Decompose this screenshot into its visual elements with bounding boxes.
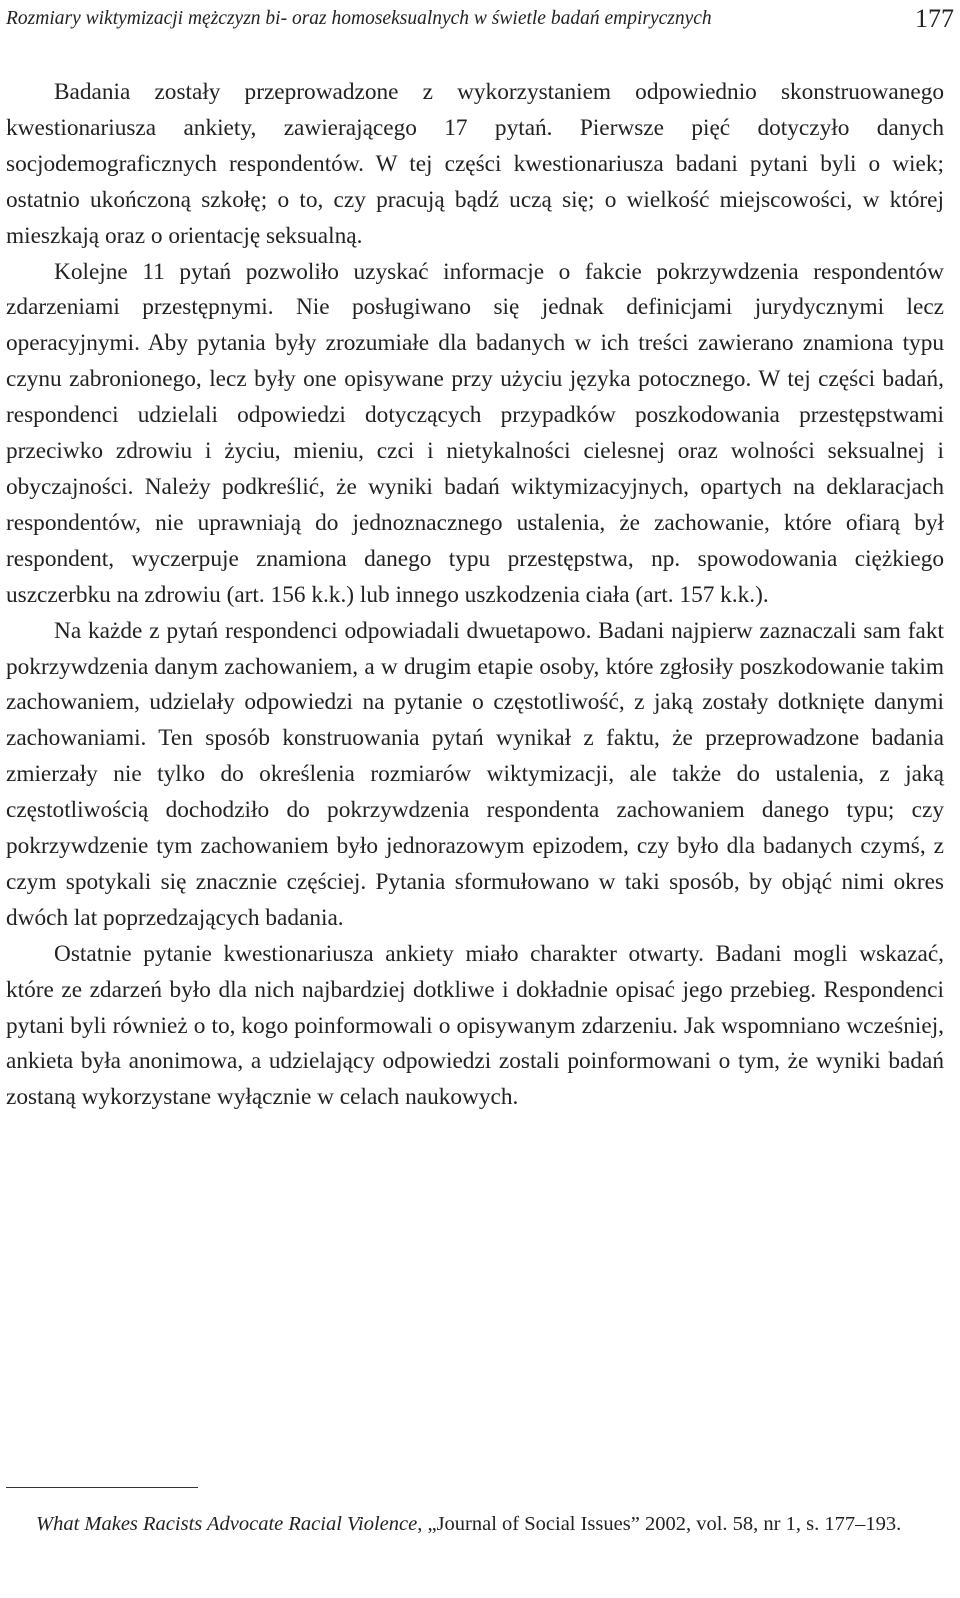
page-number: 177 bbox=[915, 4, 954, 33]
footnote-separator bbox=[6, 1487, 198, 1488]
running-header bbox=[6, 4, 954, 34]
footnote-title: What Makes Racists Advocate Racial Violence bbox=[36, 1513, 418, 1535]
paragraph-4: Ostatnie pytanie kwestionariusza ankiety miało charakter otwarty. Badani mogli wskazać, które ze zdarzeń było dla nich najbardziej dotkliwe i dokładnie opisać jego przebieg. Respondenci pytani byli również o to, kogo poinformowali o opisywanym zdarzeniu. Jak wspomniano wcześniej, ankieta była anonimowa, a udzielający odpowiedzi zostali poinformowani o tym, że wyniki badań zostaną wykorzystane wyłącznie w celach naukowych. bbox=[6, 940, 944, 1111]
running-title: Rozmiary wiktymizacji mężczyzn bi- oraz homoseksualnych w świetle badań empirycznych bbox=[6, 8, 712, 29]
body-text bbox=[6, 75, 944, 1116]
footnote bbox=[6, 1510, 946, 1539]
paragraph-2: Kolejne 11 pytań pozwoliło uzyskać informacje o fakcie pokrzywdzenia respondentów zdarzeniami przestępnymi. Nie posługiwano się jednak definicjami jurydycznymi lecz operacyjnymi. Aby pytania były zrozumiałe dla badanych w ich treści zawierano znamiona typu czynu zabronionego, lecz były one opisywane przy użyciu języka potocznego. W tej części badań, respondenci udzielali odpowiedzi dotyczących przypadków poszkodowania przestępstwami przeciwko zdrowiu i życiu, mieniu, czci i nietykalności cielesnej oraz wolności seksualnej i obyczajności. Należy podkreślić, że wyniki badań wiktymizacyjnych, opartych na deklaracjach respondentów, nie uprawniają do jednoznacznego ustalenia, że zachowanie, które ofiarą był respondent, wyczerpuje znamiona danego typu przestępstwa, np. spowodowania ciężkiego uszczerbku na zdrowiu (art. 156 k.k.) lub innego uszkodzenia ciała (art. 157 k.k.). bbox=[6, 258, 944, 608]
paragraph-3: Na każde z pytań respondenci odpowiadali dwuetapowo. Badani najpierw zaznaczali sam fakt pokrzywdzenia danym zachowaniem, a w drugim etapie osoby, które zgłosiły poszkodowanie takim zachowaniem, udzielały odpowiedzi na pytanie o częstotliwość, z jaką zostały dotknięte danymi zachowaniami. Ten sposób konstruowania pytań wynikał z faktu, że przeprowadzone badania zmierzały nie tylko do określenia rozmiarów wiktymizacji, ale także do ustalenia, z jaką częstotliwością dochodziło do pokrzywdzenia respondenta zachowaniem danego typu; czy pokrzywdzenie tym zachowaniem było jednorazowym epizodem, czy było dla badanych czymś, z czym spotykali się znacznie częściej. Pytania sformułowano w taki sposób, by objąć nimi okres dwóch lat poprzedzających badania. bbox=[6, 617, 944, 931]
footnote-reference: , „Journal of Social Issues” 2002, vol. 58, nr 1, s. 177–193. bbox=[417, 1513, 902, 1535]
paragraph-1: Badania zostały przeprowadzone z wykorzystaniem odpowiednio skonstruowanego kwestionariusza ankiety, zawierającego 17 pytań. Pierwsze pięć dotyczyło danych socjodemograficznych respondentów. W tej części kwestionariusza badani pytani byli o wiek; ostatnio ukończoną szkołę; o to, czy pracują bądź uczą się; o wielkość miejscowości, w której mieszkają oraz o orientację seksualną. bbox=[6, 79, 944, 249]
